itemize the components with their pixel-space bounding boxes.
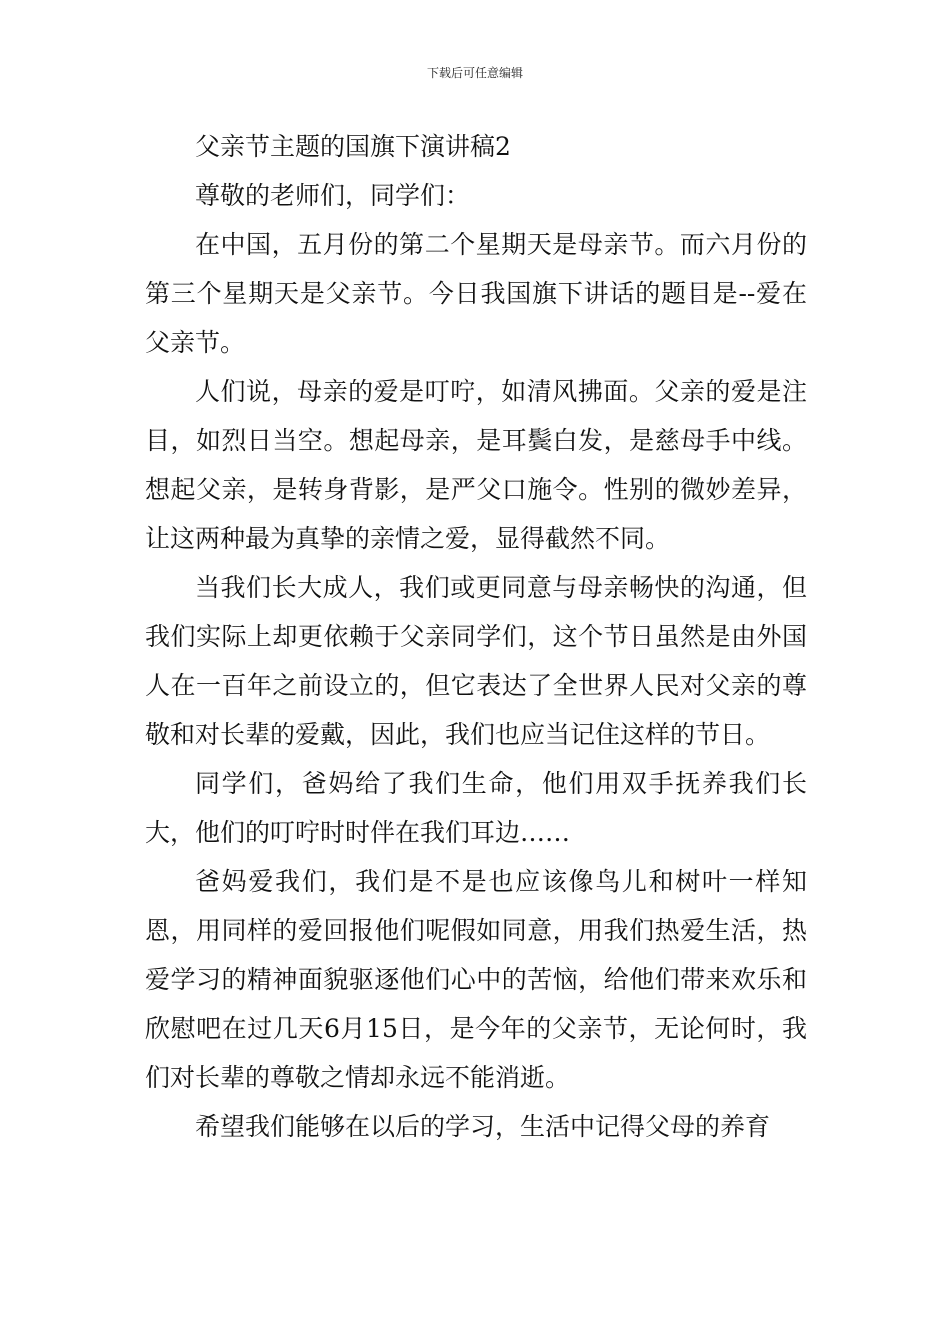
paragraph: 同学们，爸妈给了我们生命，他们用双手抚养我们长大，他们的叮咛时时伴在我们耳边…… [145,769,807,847]
document-body [145,122,807,1151]
paragraph: 在中国，五月份的第二个星期天是母亲节。而六月份的第三个星期天是父亲节。今日我国旗下讲话的题目是--爱在父亲节。 [145,230,807,357]
paragraph: 人们说，母亲的爱是叮咛，如清风拂面。父亲的爱是注目，如烈日当空。想起母亲，是耳鬓白发，是慈母手中线。想起父亲，是转身背影，是严父口施令。性别的微妙差异，让这两种最为真挚的亲情之爱，显得截然不同。 [145,377,807,553]
paragraph: 爸妈爱我们，我们是不是也应该像鸟儿和树叶一样知恩，用同样的爱回报他们呢假如同意，用我们热爱生活，热爱学习的精神面貌驱逐他们心中的苦恼，给他们带来欢乐和欣慰吧在过几天6月15日，是今年的父亲节，无论何时，我们对长辈的尊敬之情却永远不能消逝。 [145,867,807,1092]
paragraph: 希望我们能够在以后的学习，生活中记得父母的养育 [195,1112,771,1141]
document-title: 父亲节主题的国旗下演讲稿2 [195,132,511,161]
paragraph: 当我们长大成人，我们或更同意与母亲畅快的沟通，但我们实际上却更依赖于父亲同学们，这个节日虽然是由外国人在一百年之前设立的，但它表达了全世界人民对父亲的尊敬和对长辈的爱戴，因此，我们也应当记住这样的节日。 [145,573,807,749]
page-header: 下载后可任意编辑 [426,66,523,80]
greeting: 尊敬的老师们，同学们： [195,181,471,210]
